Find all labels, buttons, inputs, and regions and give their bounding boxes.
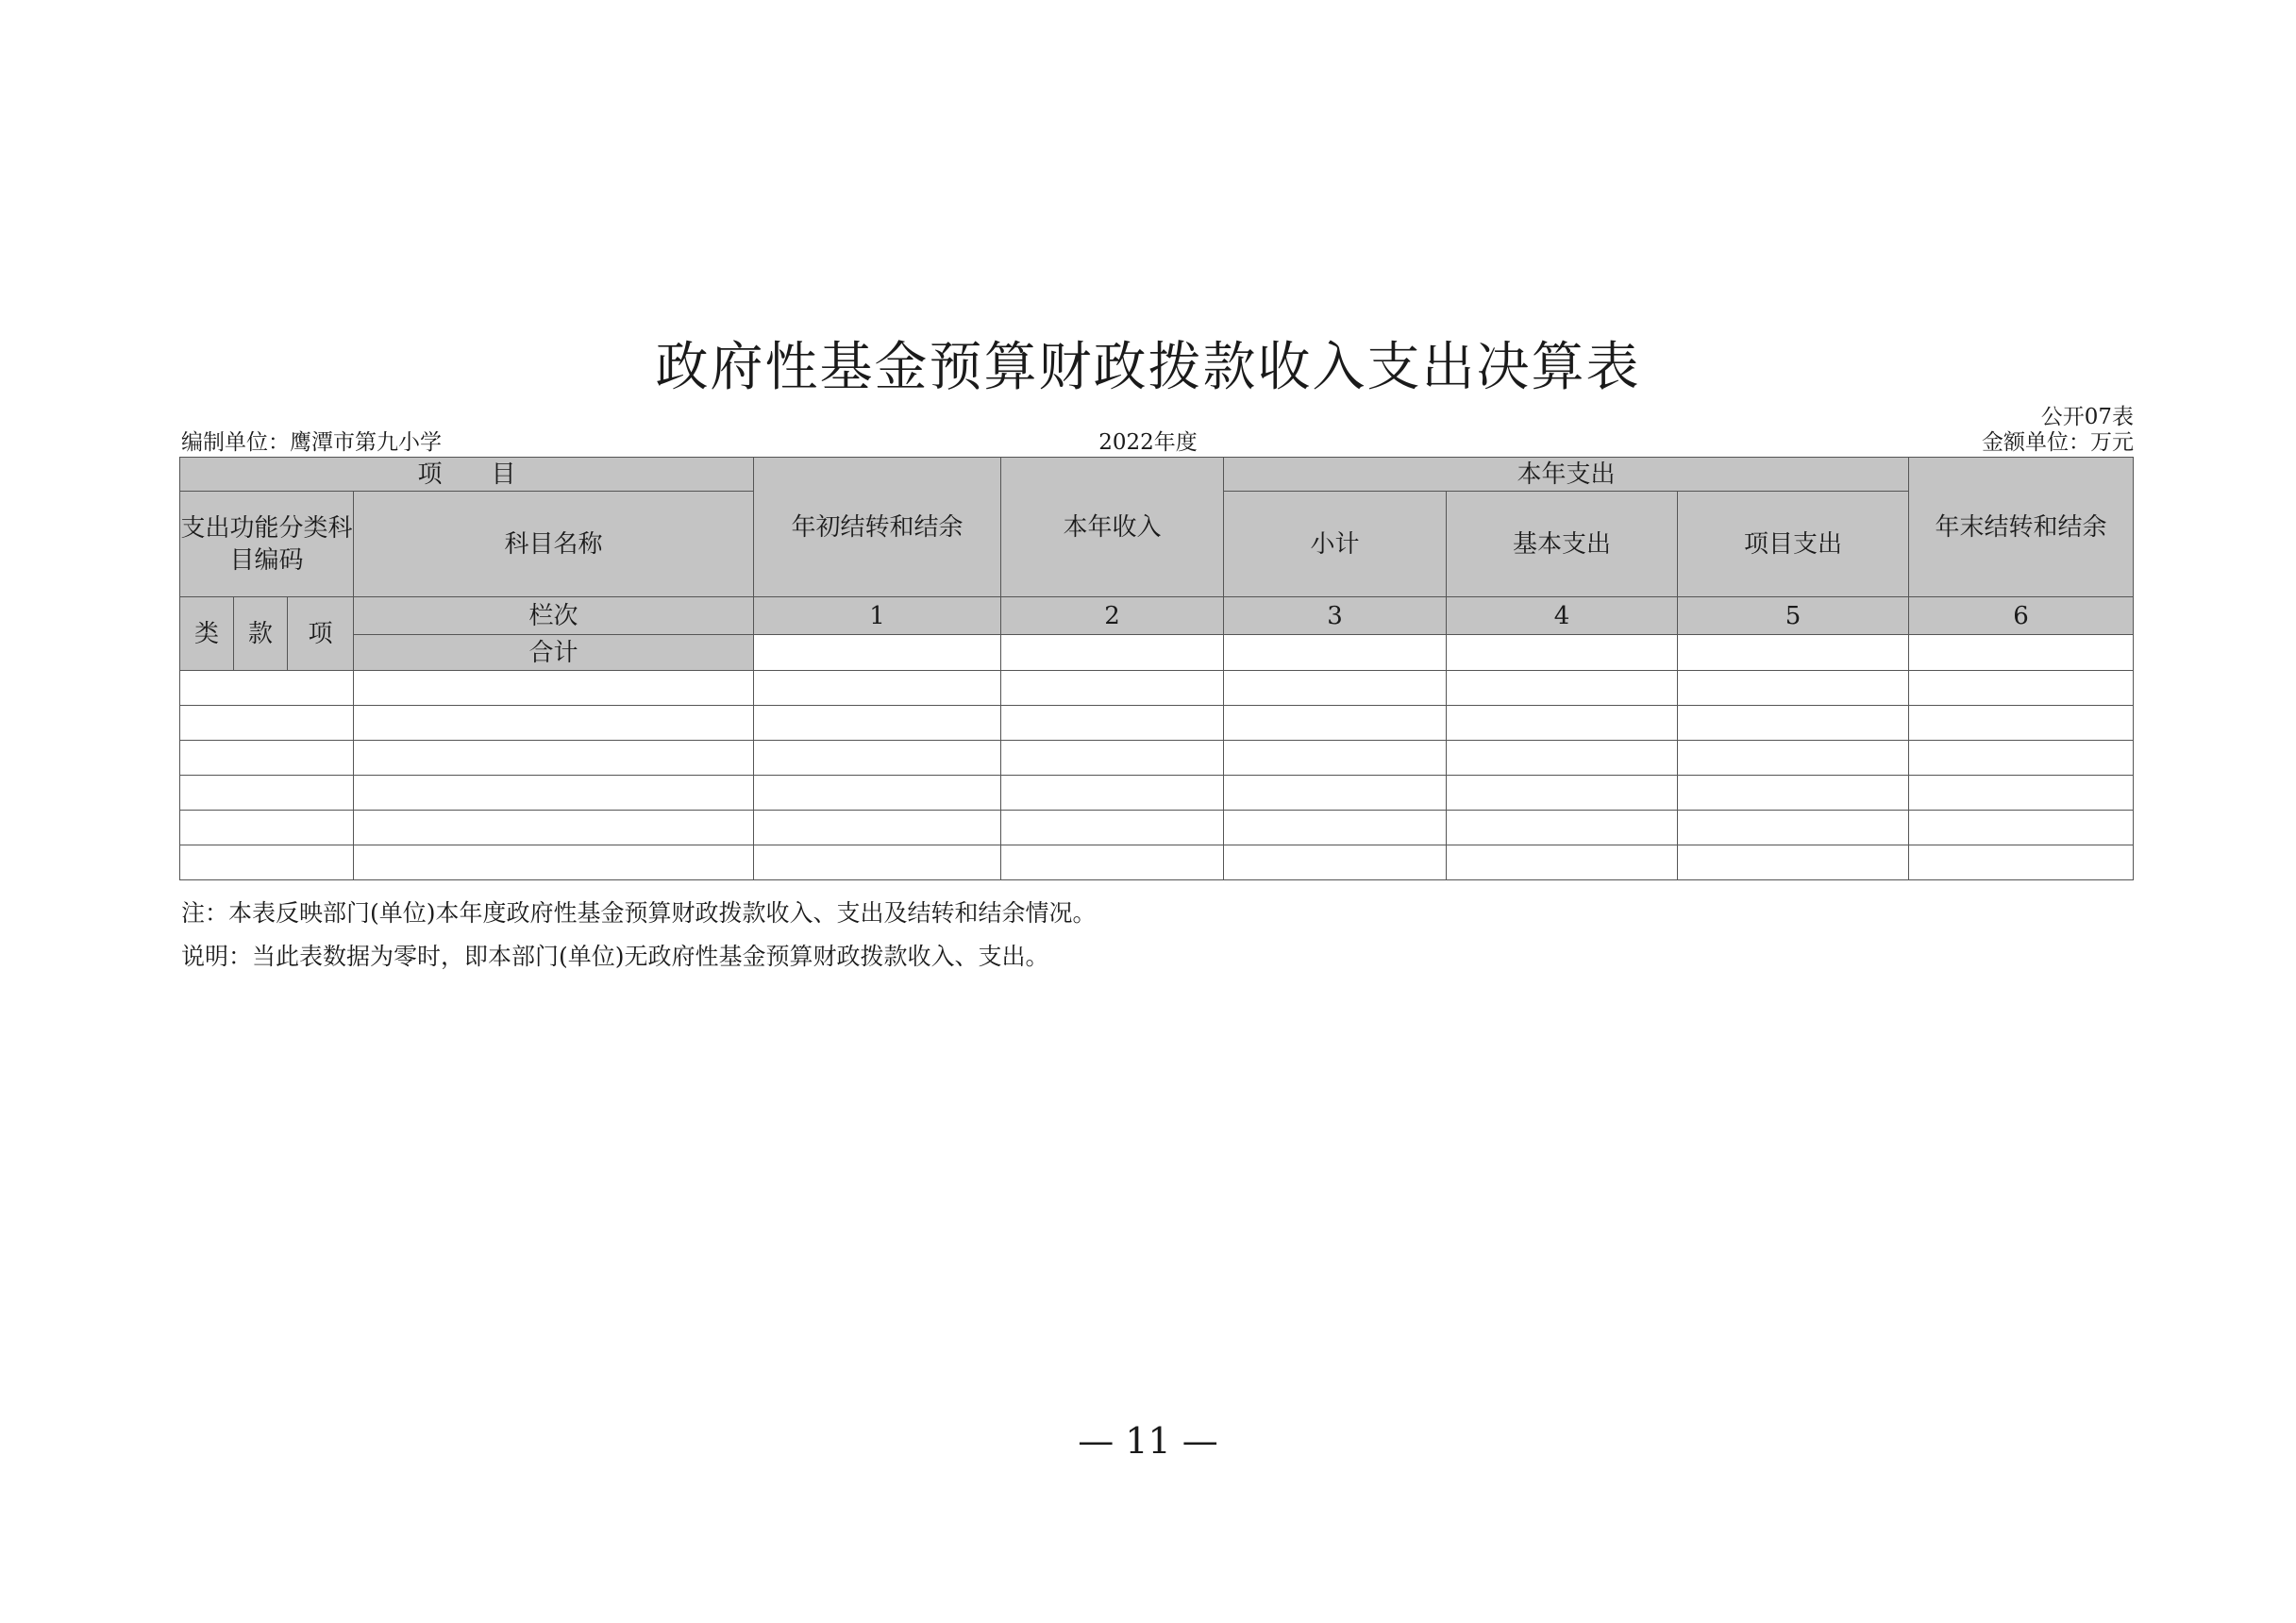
table-row: [180, 776, 2134, 811]
row-value-cell: [1678, 776, 1909, 811]
header-income: 本年收入: [1001, 458, 1224, 597]
amount-unit: 金额单位：万元: [1982, 430, 2134, 455]
total-cell: [1224, 635, 1447, 671]
column-number: 4: [1447, 597, 1678, 635]
row-code-cell: [180, 776, 354, 811]
header-subject-name: 科目名称: [354, 492, 754, 597]
row-code-cell: [180, 845, 354, 880]
row-value-cell: [1001, 845, 1224, 880]
row-value-cell: [1224, 811, 1447, 845]
row-value-cell: [1001, 671, 1224, 706]
row-name-cell: [354, 741, 754, 776]
row-value-cell: [1678, 811, 1909, 845]
row-code-cell: [180, 811, 354, 845]
table-row: [180, 741, 2134, 776]
header-basic-expense: 基本支出: [1447, 492, 1678, 597]
row-value-cell: [1909, 845, 2134, 880]
row-value-cell: [1224, 741, 1447, 776]
header-opening-balance: 年初结转和结余: [754, 458, 1001, 597]
row-name-cell: [354, 671, 754, 706]
table-row: [180, 811, 2134, 845]
column-number: 6: [1909, 597, 2134, 635]
column-number: 2: [1001, 597, 1224, 635]
total-label: 合计: [354, 635, 754, 671]
row-value-cell: [1447, 811, 1678, 845]
row-name-cell: [354, 776, 754, 811]
row-value-cell: [1909, 776, 2134, 811]
header-item: 项 目: [180, 458, 754, 492]
compiling-unit: 编制单位：鹰潭市第九小学: [181, 430, 442, 455]
page-title: 政府性基金预算财政拨款收入支出决算表: [655, 337, 1641, 398]
row-name-cell: [354, 811, 754, 845]
header-row-1: [180, 458, 2134, 492]
row-value-cell: [1447, 776, 1678, 811]
row-value-cell: [1224, 706, 1447, 741]
row-value-cell: [1001, 706, 1224, 741]
total-cell: [1447, 635, 1678, 671]
row-name-cell: [354, 845, 754, 880]
total-cell: [754, 635, 1001, 671]
header-lei: 类: [180, 597, 234, 671]
table-row: [180, 706, 2134, 741]
header-kuan: 款: [234, 597, 288, 671]
row-value-cell: [1224, 671, 1447, 706]
table-row: [180, 671, 2134, 706]
row-value-cell: [1447, 671, 1678, 706]
table-explanation: 说明：当此表数据为零时，即本部门(单位)无政府性基金预算财政拨款收入、支出。: [181, 943, 1049, 970]
header-project-expense: 项目支出: [1678, 492, 1909, 597]
row-value-cell: [1909, 741, 2134, 776]
row-value-cell: [1224, 845, 1447, 880]
row-name-cell: [354, 706, 754, 741]
header-column-order: 栏次: [354, 597, 754, 635]
column-number: 5: [1678, 597, 1909, 635]
header-expense-group: 本年支出: [1224, 458, 1909, 492]
row-value-cell: [1447, 706, 1678, 741]
total-row: [180, 635, 2134, 671]
row-code-cell: [180, 706, 354, 741]
row-value-cell: [1001, 741, 1224, 776]
row-value-cell: [1001, 776, 1224, 811]
row-value-cell: [754, 845, 1001, 880]
column-number: 3: [1224, 597, 1447, 635]
report-year: 2022年度: [1098, 430, 1198, 455]
header-closing-balance: 年末结转和结余: [1909, 458, 2134, 597]
row-value-cell: [754, 776, 1001, 811]
header-xiang: 项: [288, 597, 354, 671]
row-value-cell: [1909, 671, 2134, 706]
header-subtotal: 小计: [1224, 492, 1447, 597]
row-value-cell: [1678, 671, 1909, 706]
table-note: 注：本表反映部门(单位)本年度政府性基金预算财政拨款收入、支出及结转和结余情况。: [181, 899, 1097, 927]
budget-table: [179, 457, 2134, 880]
column-number: 1: [754, 597, 1001, 635]
row-value-cell: [1001, 811, 1224, 845]
row-code-cell: [180, 741, 354, 776]
row-value-cell: [1909, 706, 2134, 741]
row-value-cell: [1447, 741, 1678, 776]
column-number-row: [180, 597, 2134, 635]
row-value-cell: [1678, 741, 1909, 776]
form-code: 公开07表: [2040, 405, 2134, 429]
row-value-cell: [1678, 845, 1909, 880]
total-cell: [1001, 635, 1224, 671]
row-value-cell: [1909, 811, 2134, 845]
row-value-cell: [754, 811, 1001, 845]
row-value-cell: [754, 671, 1001, 706]
header-code: 支出功能分类科目编码: [180, 492, 354, 597]
row-value-cell: [754, 741, 1001, 776]
row-value-cell: [1678, 706, 1909, 741]
row-value-cell: [754, 706, 1001, 741]
table-row: [180, 845, 2134, 880]
page-number: — 11 —: [1078, 1420, 1218, 1462]
total-cell: [1678, 635, 1909, 671]
total-cell: [1909, 635, 2134, 671]
row-value-cell: [1447, 845, 1678, 880]
row-value-cell: [1224, 776, 1447, 811]
row-code-cell: [180, 671, 354, 706]
